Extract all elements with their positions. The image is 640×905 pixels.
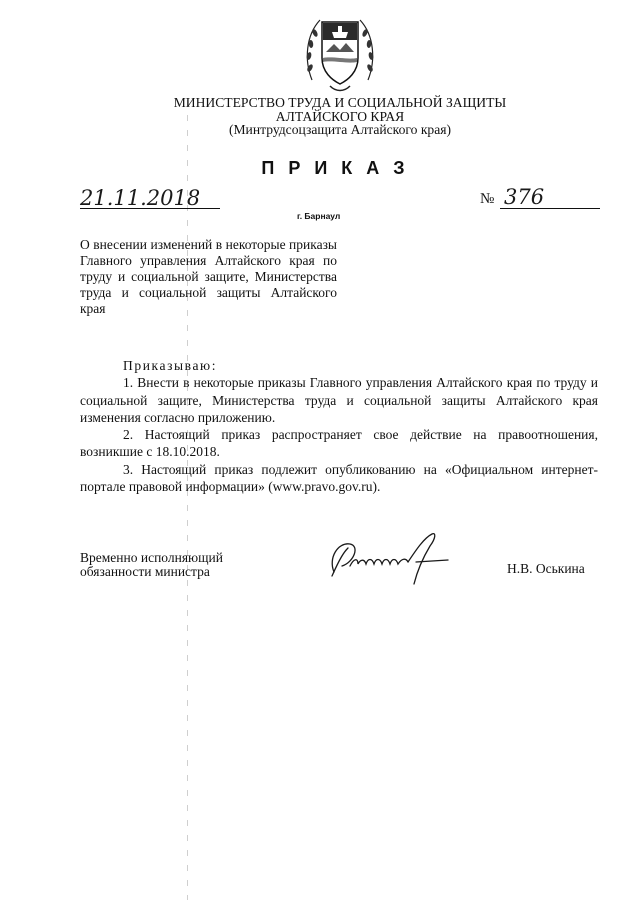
number-underline (500, 208, 600, 209)
order-item-3: 3. Настоящий приказ подлежит опубликованию на «Официальном интернет-портале правовой информации» (www.pravo.gov.ru). (80, 461, 598, 495)
coat-of-arms-icon (302, 10, 378, 96)
ministry-short-name: (Минтрудсоцзащита Алтайского края) (228, 122, 452, 137)
date-underline (80, 208, 220, 209)
order-number: 376 (504, 185, 545, 209)
order-subject: О внесении изменений в некоторые приказы Главного управления Алтайского края по труду и социальной защите, Министерства труда и социальной защиты Алтайского края (80, 237, 337, 316)
number-label: № (480, 191, 495, 207)
signer-name: Н.В. Оськина (507, 561, 585, 576)
order-date: 21.11.2018 (80, 186, 201, 210)
ministry-header (0, 96, 640, 137)
order-item-1: 1. Внести в некоторые приказы Главного управления Алтайского края по труду и социальной защите, Министерства труда и социальной защиты Алтайского края изменения согласно приложению. (80, 375, 598, 425)
orders-heading: Приказываю: (123, 358, 218, 373)
order-item-2: 2. Настоящий приказ распространяет свое действие на правоотношения, возникшие с 18.10.2018. (80, 427, 598, 460)
scan-line (187, 100, 188, 900)
signer-position-line1: Временно исполняющий (80, 550, 223, 565)
ministry-name-line1: МИНИСТЕРСТВО ТРУДА И СОЦИАЛЬНОЙ ЗАЩИТЫ (173, 95, 507, 110)
handwritten-signature-icon (320, 528, 460, 590)
signer-position-line2: обязанности министра (80, 564, 210, 579)
order-body (80, 357, 598, 495)
signer-position (80, 551, 223, 579)
document-title: ПРИКАЗ (261, 158, 419, 178)
ministry-name-line2: АЛТАЙСКОГО КРАЯ (275, 108, 405, 124)
city-label: г. Барнаул (297, 211, 341, 221)
